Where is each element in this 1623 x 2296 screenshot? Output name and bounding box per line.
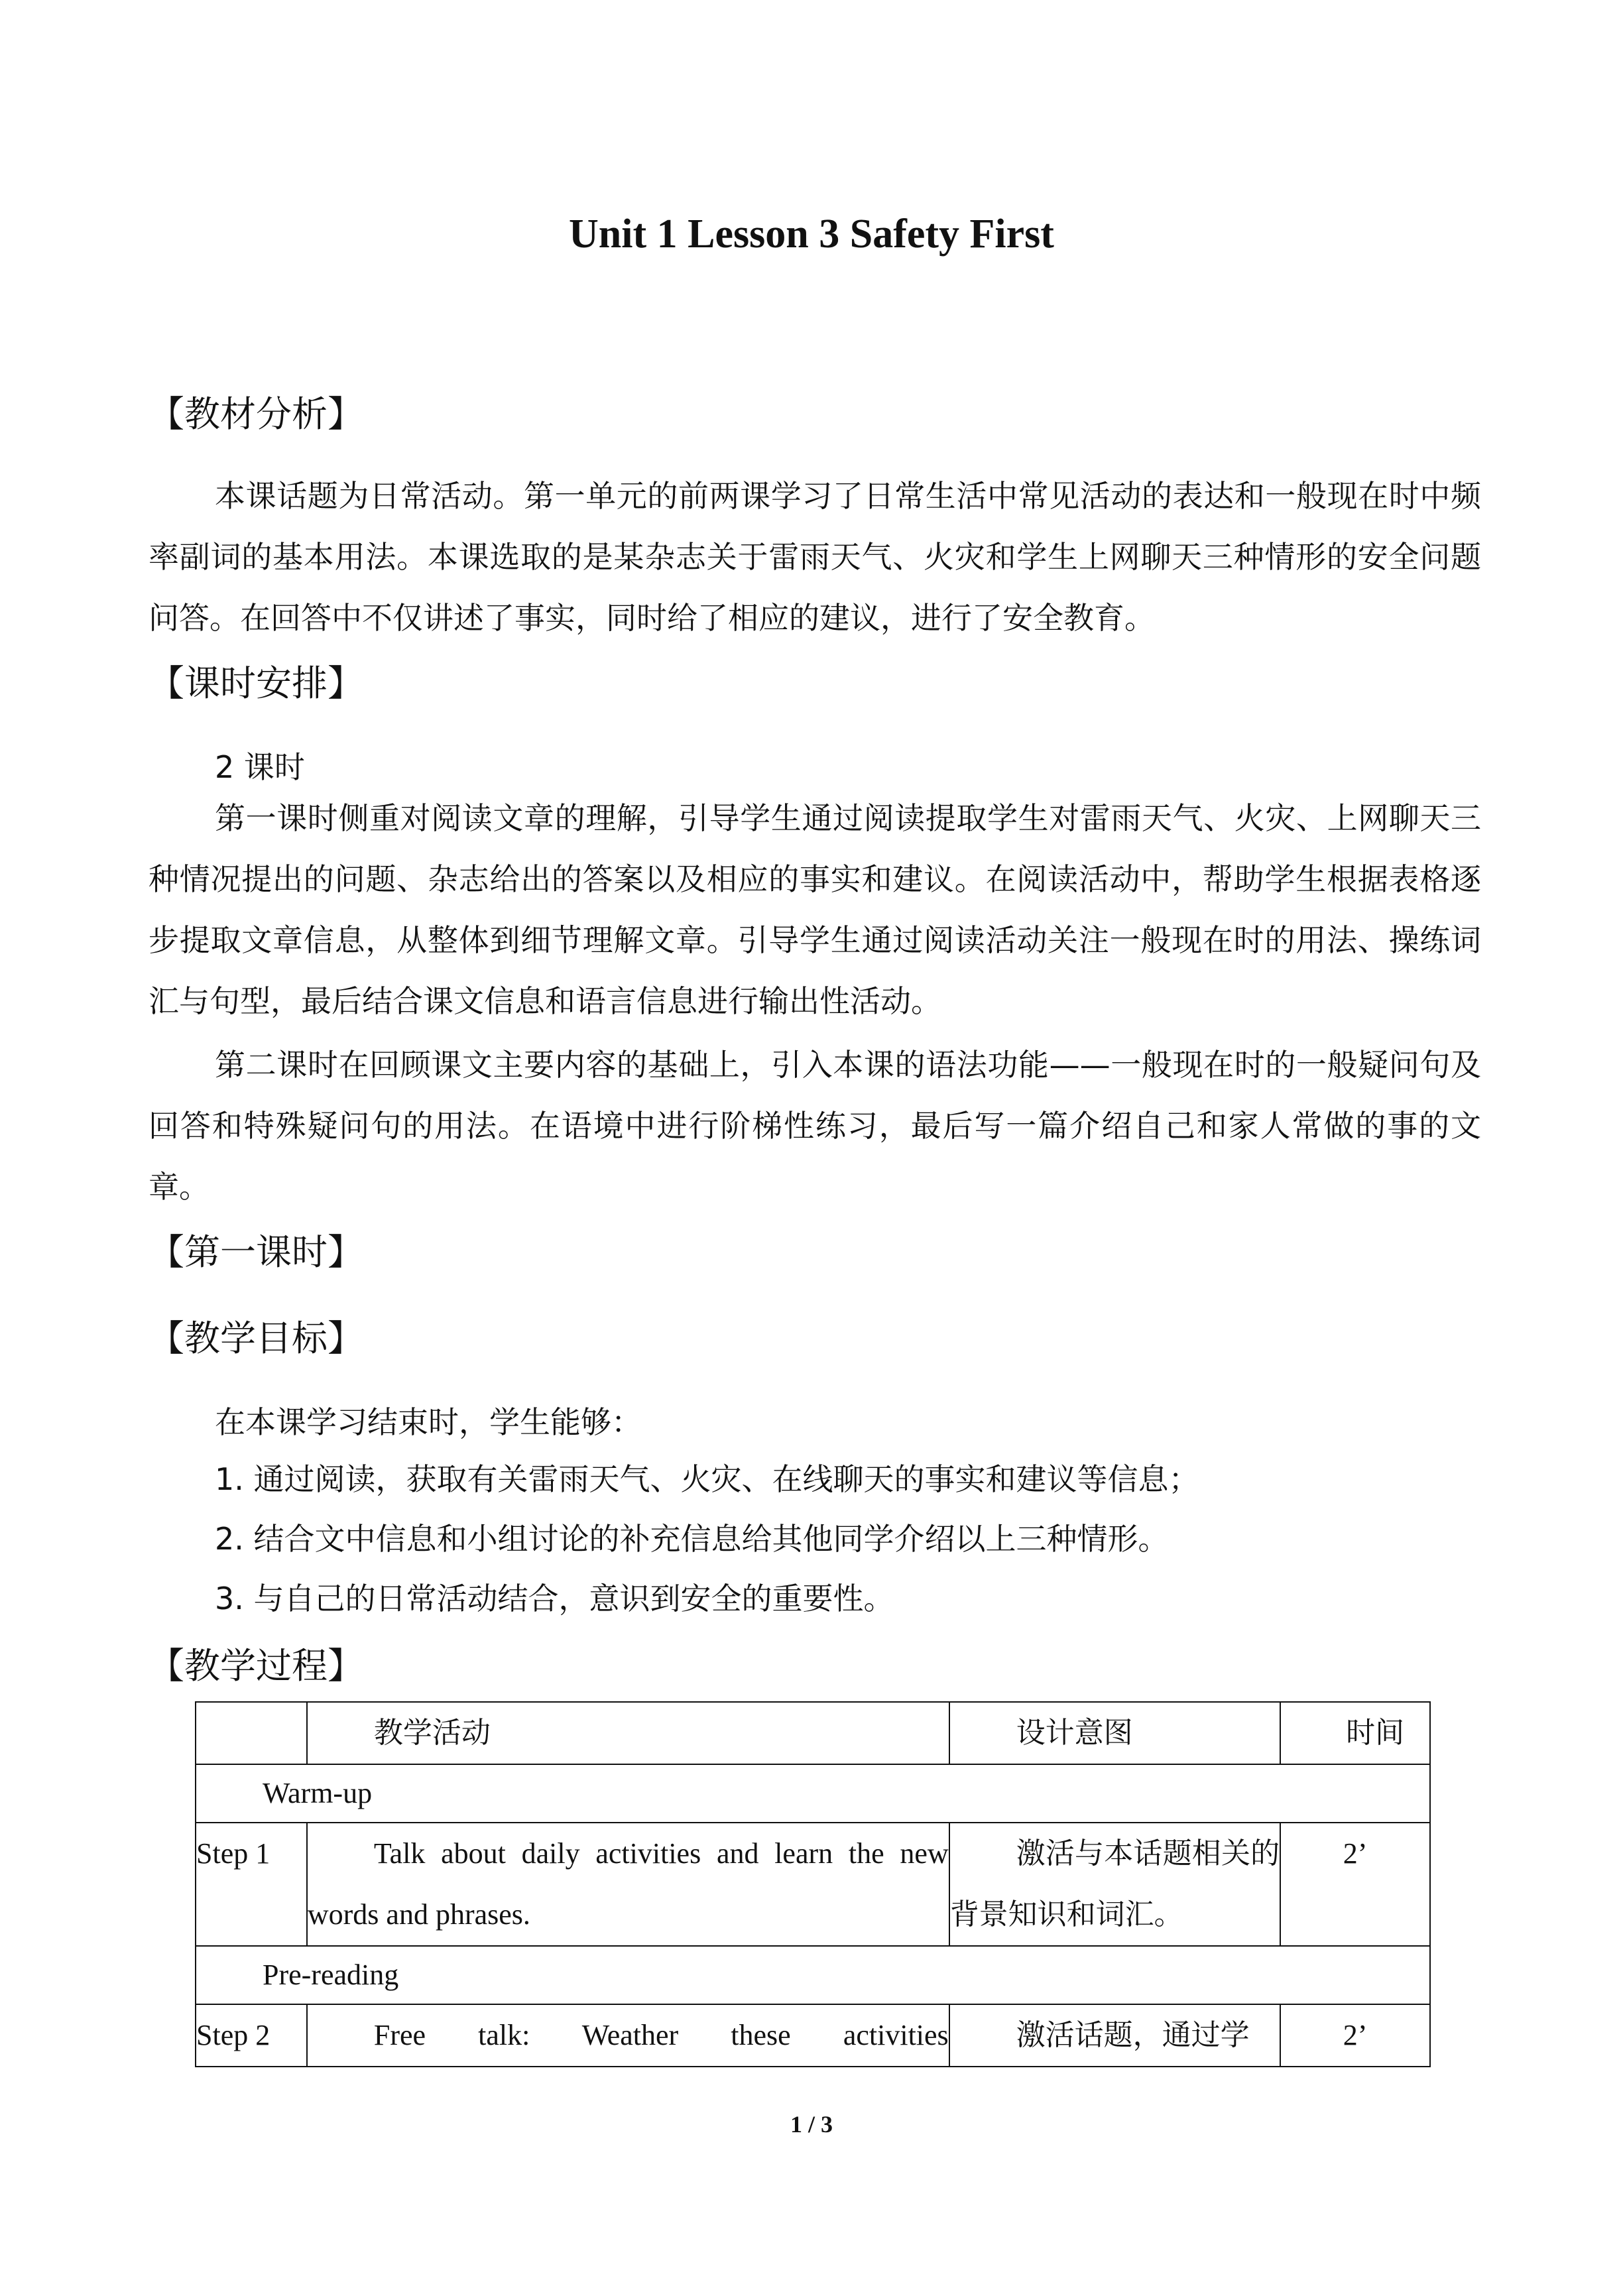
goal-item: 2. 结合文中信息和小组讨论的补充信息给其他同学介绍以上三种情形。 <box>215 1521 1169 1557</box>
paragraph-schedule-second: 第二课时在回顾课文主要内容的基础上，引入本课的语法功能——一般现在时的一般疑问句及回答和特殊疑问句的用法。在语境中进行阶梯性练习，最后写一篇介绍自己和家人常做的事的文章。 <box>149 1047 1481 1205</box>
paragraph-textbook-analysis: 本课话题为日常活动。第一单元的前两课学习了日常生活中常见活动的表达和一般现在时中频率副词的基本用法。本课选取的是某杂志关于雷雨天气、火灾和学生上网聊天三种情形的安全问题问答。在回答中不仅讲述了事实，同时给了相应的建议，进行了安全教育。 <box>149 478 1481 636</box>
step-time: 2’ <box>1280 1823 1430 1946</box>
step-time: 2’ <box>1280 2004 1430 2067</box>
step-activity: Free talk: Weather these activities <box>307 2004 949 2067</box>
heading-textbook-analysis: 【教材分析】 <box>149 393 363 435</box>
section-label-warmup: Warm-up <box>196 1764 1430 1823</box>
table-section-row <box>196 1764 1430 1823</box>
step-purpose: 激活话题，通过学 <box>949 2004 1280 2067</box>
table-header-cell: 教学活动 <box>307 1702 949 1764</box>
goals-intro: 在本课学习结束时，学生能够： <box>215 1404 642 1440</box>
heading-teaching-process: 【教学过程】 <box>149 1645 363 1687</box>
table-header-row <box>196 1702 1430 1764</box>
document-title: Unit 1 Lesson 3 Safety First <box>569 211 1054 257</box>
goal-item: 1. 通过阅读，获取有关雷雨天气、火灾、在线聊天的事实和建议等信息； <box>215 1461 1199 1497</box>
heading-schedule: 【课时安排】 <box>149 662 363 704</box>
step-purpose: 激活与本话题相关的背景知识和词汇。 <box>949 1823 1280 1946</box>
heading-teaching-goals: 【教学目标】 <box>149 1317 363 1359</box>
step-label: Step 2 <box>196 2004 307 2067</box>
table-header-cell: 时间 <box>1280 1702 1430 1764</box>
table-header-cell: 设计意图 <box>949 1702 1280 1764</box>
paragraph-schedule-first: 第一课时侧重对阅读文章的理解，引导学生通过阅读提取学生对雷雨天气、火灾、上网聊天三种情况提出的问题、杂志给出的答案以及相应的事实和建议。在阅读活动中，帮助学生根据表格逐步提取文章信息，从整体到细节理解文章。引导学生通过阅读活动关注一般现在时的用法、操练词汇与句型，最后结合课文信息和语言信息进行输出性活动。 <box>149 800 1481 1019</box>
table-row <box>196 1823 1430 1946</box>
step-activity: Talk about daily activities and learn the new words and phrases. <box>307 1823 949 1946</box>
schedule-count: 2 课时 <box>215 749 305 785</box>
heading-first-lesson: 【第一课时】 <box>149 1231 363 1273</box>
table-header-cell <box>196 1702 307 1764</box>
step-label: Step 1 <box>196 1823 307 1946</box>
goal-item: 3. 与自己的日常活动结合，意识到安全的重要性。 <box>215 1581 894 1616</box>
teaching-process-table <box>195 1701 1431 2067</box>
table-row <box>196 2004 1430 2067</box>
page-number: 1 / 3 <box>790 2111 833 2138</box>
section-label-prereading: Pre-reading <box>196 1946 1430 2004</box>
table-section-row <box>196 1946 1430 2004</box>
